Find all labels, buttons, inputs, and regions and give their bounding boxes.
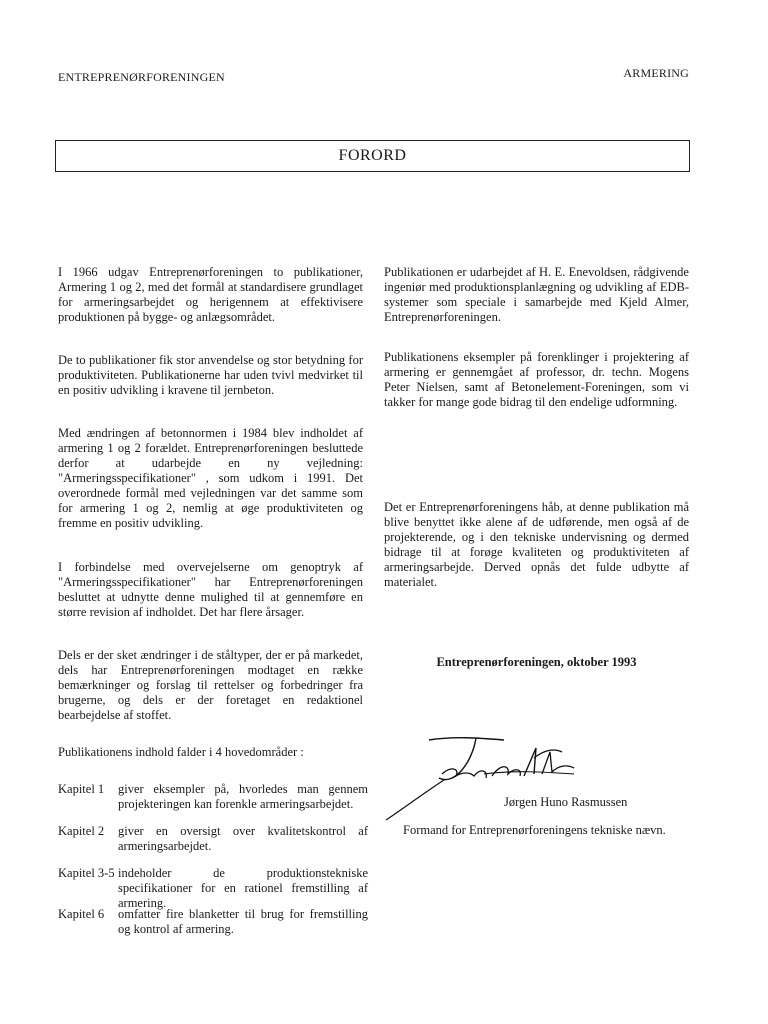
chapter-item	[58, 866, 368, 911]
chapter-text: giver eksempler på, hvorledes man gennem projekteringen kan forenkle armeringsarbejdet.	[118, 782, 368, 811]
chapter-label: Kapitel 3-5	[58, 866, 115, 880]
chapter-item	[58, 782, 368, 812]
chapter-text: giver en oversigt over kvalitetskontrol af armeringsarbejdet.	[118, 824, 368, 853]
paragraph: I 1966 udgav Entreprenørforeningen to publikationer, Armering 1 og 2, med det formål at standardisere grundlaget for armeringsarbejdet og herigennem at effektivisere produktionen på bygge- og anlægsområdet.	[58, 265, 363, 324]
page-title: FORORD	[338, 147, 407, 164]
header-organization: ENTREPRENØRFORENINGEN	[58, 70, 225, 84]
header-section: ARMERING	[623, 66, 689, 80]
paragraph: I forbindelse med overvejelserne om genoptryk af "Armeringsspecifikationer" har Entreprenørforeningen besluttet at udnytte denne mulighed til at gennemføre en større revision af indholdet. Det har flere årsager.	[58, 560, 363, 619]
signer-name: Jørgen Huno Rasmussen	[504, 795, 628, 809]
paragraph: Dels er der sket ændringer i de ståltyper, der er på markedet, dels har Entreprenørforeningen modtaget en række bemærkninger og forslag til rettelser og forbedringer fra brugerne, og dels er der foretaget en redaktionel bearbejdelse af stoffet.	[58, 648, 363, 722]
chapter-label: Kapitel 2	[58, 824, 105, 838]
paragraph: Det er Entreprenørforeningens håb, at denne publikation må blive benyttet ikke alene af de udførende, men også af de projekterende, og i den tekniske undervisning og dermed bidrage til at forøge kvaliteten og produktiviteten af armeringsarbejde. Derved opnås det fulde udbytte af materialet.	[384, 500, 689, 589]
paragraph: Publikationen er udarbejdet af H. E. Enevoldsen, rådgivende ingeniør med produktionsplanlægning og udvikling af EDB-systemer som speciale i samarbejde med Kjeld Almer, Entreprenørforeningen.	[384, 265, 689, 324]
paragraph: Publikationens eksempler på forenklinger i projektering af armering er gennemgået af professor, dr. techn. Mogens Peter Nielsen, samt af Betonelement-Foreningen, som vi takker for mange gode bidrag til den endelige udformning.	[384, 350, 689, 409]
signer-role: Formand for Entreprenørforeningens tekniske nævn.	[403, 823, 666, 837]
paragraph: Publikationens indhold falder i 4 hovedområder :	[58, 745, 304, 759]
paragraph: De to publikationer fik stor anvendelse og stor betydning for produktiviteten. Publikationerne har uden tvivl medvirket til en positiv udvikling i kravene til jernbeton.	[58, 353, 363, 397]
chapter-label: Kapitel 1	[58, 782, 105, 796]
chapter-text: indeholder de produktionstekniske specifikationer for en rationel fremstilling af armering.	[118, 866, 368, 910]
chapter-label: Kapitel 6	[58, 907, 105, 921]
chapter-item	[58, 824, 368, 854]
chapter-text: omfatter fire blanketter til brug for fremstilling og kontrol af armering.	[118, 907, 368, 936]
title-box	[55, 140, 690, 172]
signoff: Entreprenørforeningen, oktober 1993	[436, 655, 637, 669]
paragraph: Med ændringen af betonnormen i 1984 blev indholdet af armering 1 og 2 forældet. Entreprenørforeningen besluttede derfor at udarbejde en ny vejledning: "Armeringsspecifikationer" , som udkom i 1991. Det overordnede formål med vejledningen var det samme som for armering 1 og 2, nemlig at øge produktiviteten og fremme en positiv udvikling.	[58, 426, 363, 530]
chapter-item	[58, 907, 368, 937]
